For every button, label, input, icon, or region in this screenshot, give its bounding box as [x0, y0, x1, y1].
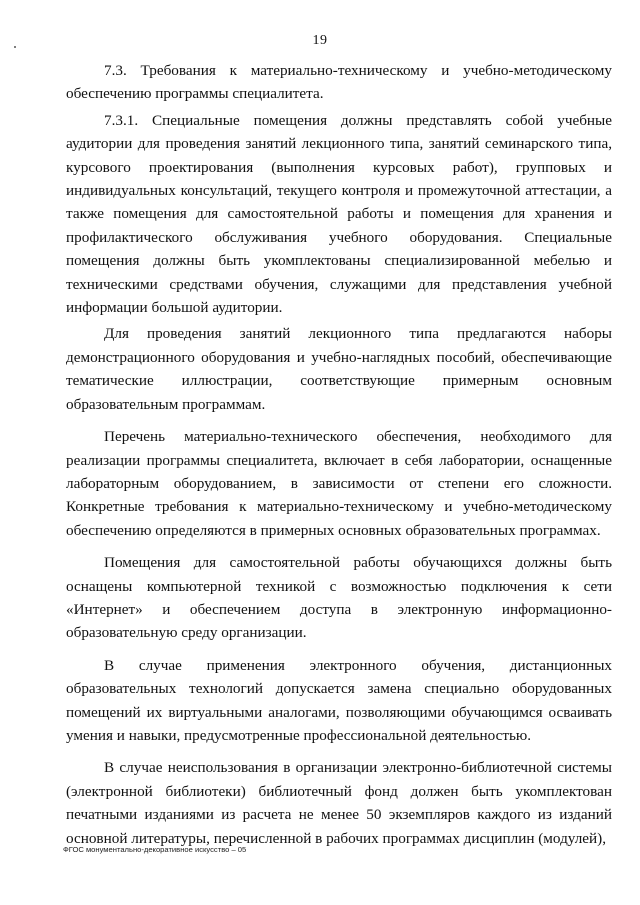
- section-heading-paragraph: 7.3. Требования к материально-техническому и учебно-методическому обеспечению программы специалитета.: [66, 62, 612, 103]
- paragraph-lecture-equipment: Для проведения занятий лекционного типа предлагаются наборы демонстрационного оборудования и учебно-наглядных пособий, обеспечивающие тематические иллюстрации, соответствующие примерным основным образовательным программам.: [66, 325, 612, 413]
- paragraph-e-learning: В случае применения электронного обучения, дистанционных образовательных технологий допускается замена специально оборудованных помещений их виртуальными аналогами, позволяющими обучающимся осваивать умения и навыки, предусмотренные профессиональной деятельностью.: [66, 656, 612, 744]
- document-body: [66, 59, 612, 850]
- page-number: 19: [312, 33, 328, 48]
- paragraph-library-fund: В случае неиспользования в организации электронно-библиотечной системы (электронной библиотеки) библиотечный фонд должен быть укомплектован печатными изданиями из расчета не менее 50 экземпляров каждого из изданий основной литературы, перечисленной в рабочих программах дисциплин (модулей),: [66, 759, 612, 847]
- paragraph-self-study-rooms: Помещения для самостоятельной работы обучающихся должны быть оснащены компьютерной техникой с возможностью подключения к сети «Интернет» и обеспечением доступа в электронную информационно-образовательную среду организации.: [66, 554, 612, 642]
- document-footer: ФГОС монументально-декоративное искусство – 05: [63, 845, 247, 854]
- paragraph-special-premises: 7.3.1. Специальные помещения должны представлять собой учебные аудитории для проведения занятий лекционного типа, занятий семинарского типа, курсового проектирования (выполнения курсовых работ), групповых и индивидуальных консультаций, текущего контроля и промежуточной аттестации, а также помещения для самостоятельной работы и помещения для хранения и профилактического обслуживания учебного оборудования. Специальные помещения должны быть укомплектованы специализированной мебелью и техническими средствами обучения, служащими для представления учебной информации большой аудитории.: [66, 111, 612, 317]
- paragraph-material-list: Перечень материально-технического обеспечения, необходимого для реализации программы специалитета, включает в себя лаборатории, оснащенные лабораторным оборудованием, в зависимости от степени его сложности. Конкретные требования к материально-техническому и учебно-методическому обеспечению определяются в примерных основных образовательных программах.: [66, 428, 612, 539]
